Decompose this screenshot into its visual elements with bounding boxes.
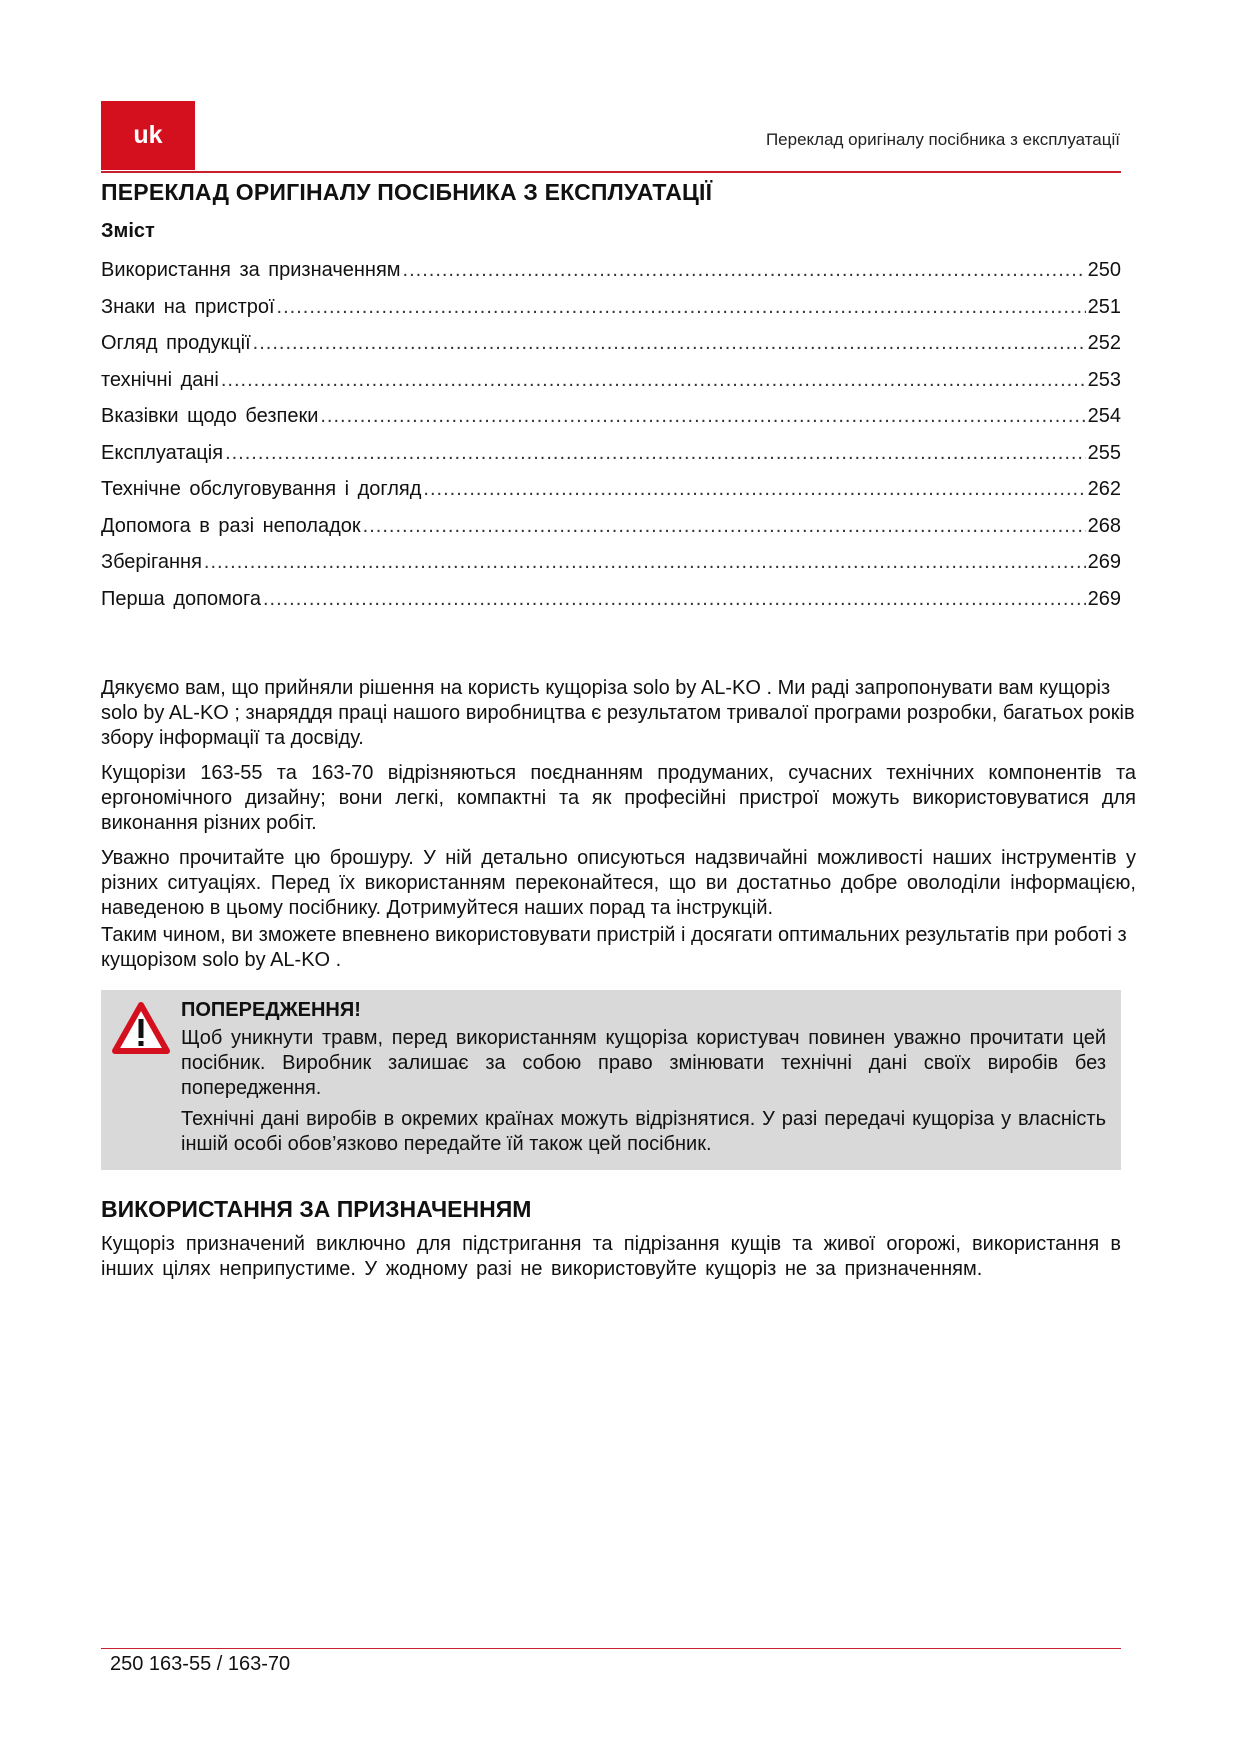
toc-item-page: 254 bbox=[1087, 405, 1121, 427]
toc-item-label: Експлуатація bbox=[101, 441, 224, 464]
toc-item[interactable] bbox=[101, 581, 1121, 618]
toc-item-page: 251 bbox=[1087, 295, 1121, 318]
warning-paragraph: Технічні дані виробів в окремих країнах можуть відрізнятися. У разі передачі кущоріза у власність іншій особі обов’язково передайте їй також цей посібник. bbox=[181, 1108, 1106, 1155]
toc-item[interactable] bbox=[101, 435, 1121, 472]
toc-leader bbox=[253, 325, 1086, 362]
toc-item[interactable] bbox=[101, 398, 1121, 435]
toc-item-page: 268 bbox=[1087, 514, 1121, 537]
toc-item-label: Огляд продукції bbox=[101, 332, 251, 354]
toc-item-label: Перша допомога bbox=[101, 587, 261, 610]
footer-divider bbox=[101, 1648, 1121, 1649]
warning-text bbox=[181, 998, 1106, 1163]
toc-item[interactable] bbox=[101, 325, 1121, 362]
toc-item[interactable] bbox=[101, 471, 1121, 508]
intro-paragraph: Уважно прочитайте цю брошуру. У ній детально описуються надзвичайні можливості наших інструментів у різних ситуаціях. Перед їх використанням переконайтеся, що ви достатньо добре оволоділи інформацією, наведеною в цьому посібнику. Дотримуйтеся наших порад та інструкцій. bbox=[101, 847, 1136, 919]
toc-item-label: Знаки на пристрої bbox=[101, 295, 275, 318]
toc-item-page: 252 bbox=[1087, 332, 1121, 354]
toc-leader bbox=[221, 362, 1086, 399]
warning-box bbox=[101, 990, 1121, 1170]
section-title: ВИКОРИСТАННЯ ЗА ПРИЗНАЧЕННЯМ bbox=[101, 1196, 532, 1222]
header-title: Переклад оригіналу посібника з експлуатації bbox=[765, 130, 1120, 149]
page-title: ПЕРЕКЛАД ОРИГІНАЛУ ПОСІБНИКА З ЕКСПЛУАТАЦІЇ bbox=[101, 179, 713, 205]
intro-paragraph: Кущорізи 163-55 та 163-70 відрізняються поєднанням продуманих, сучасних технічних компонентів та ергономічного дизайну; вони легкі, компактні та як професійні пристрої можуть використовуватися для виконання різних робіт. bbox=[101, 762, 1136, 834]
warning-triangle-icon bbox=[111, 1001, 171, 1055]
toc-leader bbox=[263, 581, 1086, 618]
toc-leader bbox=[225, 435, 1086, 472]
toc-leader bbox=[277, 289, 1086, 326]
toc-item-page: 255 bbox=[1087, 441, 1121, 464]
toc-item[interactable] bbox=[101, 544, 1121, 581]
intro-paragraph: Дякуємо вам, що прийняли рішення на користь кущоріза solo by AL-KO . Ми раді запропонувати вам кущоріз solo by AL-KO ; знаряддя праці нашого виробництва є результатом тривалої програми розробки, багатьох років збору інформації та досвіду. bbox=[101, 677, 1135, 749]
toc-leader bbox=[363, 508, 1086, 545]
header-divider bbox=[101, 171, 1121, 173]
toc-item-label: технічні дані bbox=[101, 368, 219, 391]
toc-item[interactable] bbox=[101, 289, 1121, 326]
toc-item-page: 269 bbox=[1087, 587, 1121, 610]
toc-leader bbox=[204, 544, 1086, 581]
toc-item-page: 262 bbox=[1087, 478, 1121, 500]
language-tab: uk bbox=[101, 101, 195, 170]
section-body: Кущоріз призначений виключно для підстригання та підрізання кущів та живої огорожі, використання в інших цілях неприпустиме. У жодному разі не використовуйте кущоріз не за призначенням. bbox=[101, 1233, 1121, 1280]
toc-item-label: Допомога в разі неполадок bbox=[101, 514, 361, 537]
toc-item[interactable] bbox=[101, 362, 1121, 399]
toc-item-page: 253 bbox=[1087, 368, 1121, 391]
toc-leader bbox=[403, 252, 1086, 289]
toc-leader bbox=[320, 398, 1085, 435]
warning-paragraph: Щоб уникнути травм, перед використанням кущоріза користувач повинен уважно прочитати цей посібник. Виробник залишає за собою право змінювати технічні дані своїх виробів без попередження. bbox=[181, 1027, 1106, 1099]
intro-text bbox=[101, 676, 1136, 983]
toc-item[interactable] bbox=[101, 508, 1121, 545]
intro-paragraph: Таким чином, ви зможете впевнено використовувати пристрій і досягати оптимальних результатів при роботі з кущорізом solo by AL-KO . bbox=[101, 924, 1127, 971]
table-of-contents bbox=[101, 252, 1121, 617]
toc-item-label: Зберігання bbox=[101, 551, 202, 573]
toc-item-label: Вказівки щодо безпеки bbox=[101, 405, 319, 427]
toc-item-page: 269 bbox=[1087, 551, 1121, 573]
toc-heading: Зміст bbox=[101, 220, 155, 242]
toc-item-page: 250 bbox=[1087, 259, 1121, 281]
toc-item-label: Технічне обслуговування і догляд bbox=[101, 478, 422, 500]
toc-item[interactable] bbox=[101, 252, 1121, 289]
warning-title: ПОПЕРЕДЖЕННЯ! bbox=[181, 999, 361, 1021]
toc-leader bbox=[423, 471, 1085, 508]
footer-page-number: 250 163-55 / 163-70 bbox=[110, 1653, 291, 1675]
toc-item-label: Використання за призначенням bbox=[101, 259, 401, 281]
